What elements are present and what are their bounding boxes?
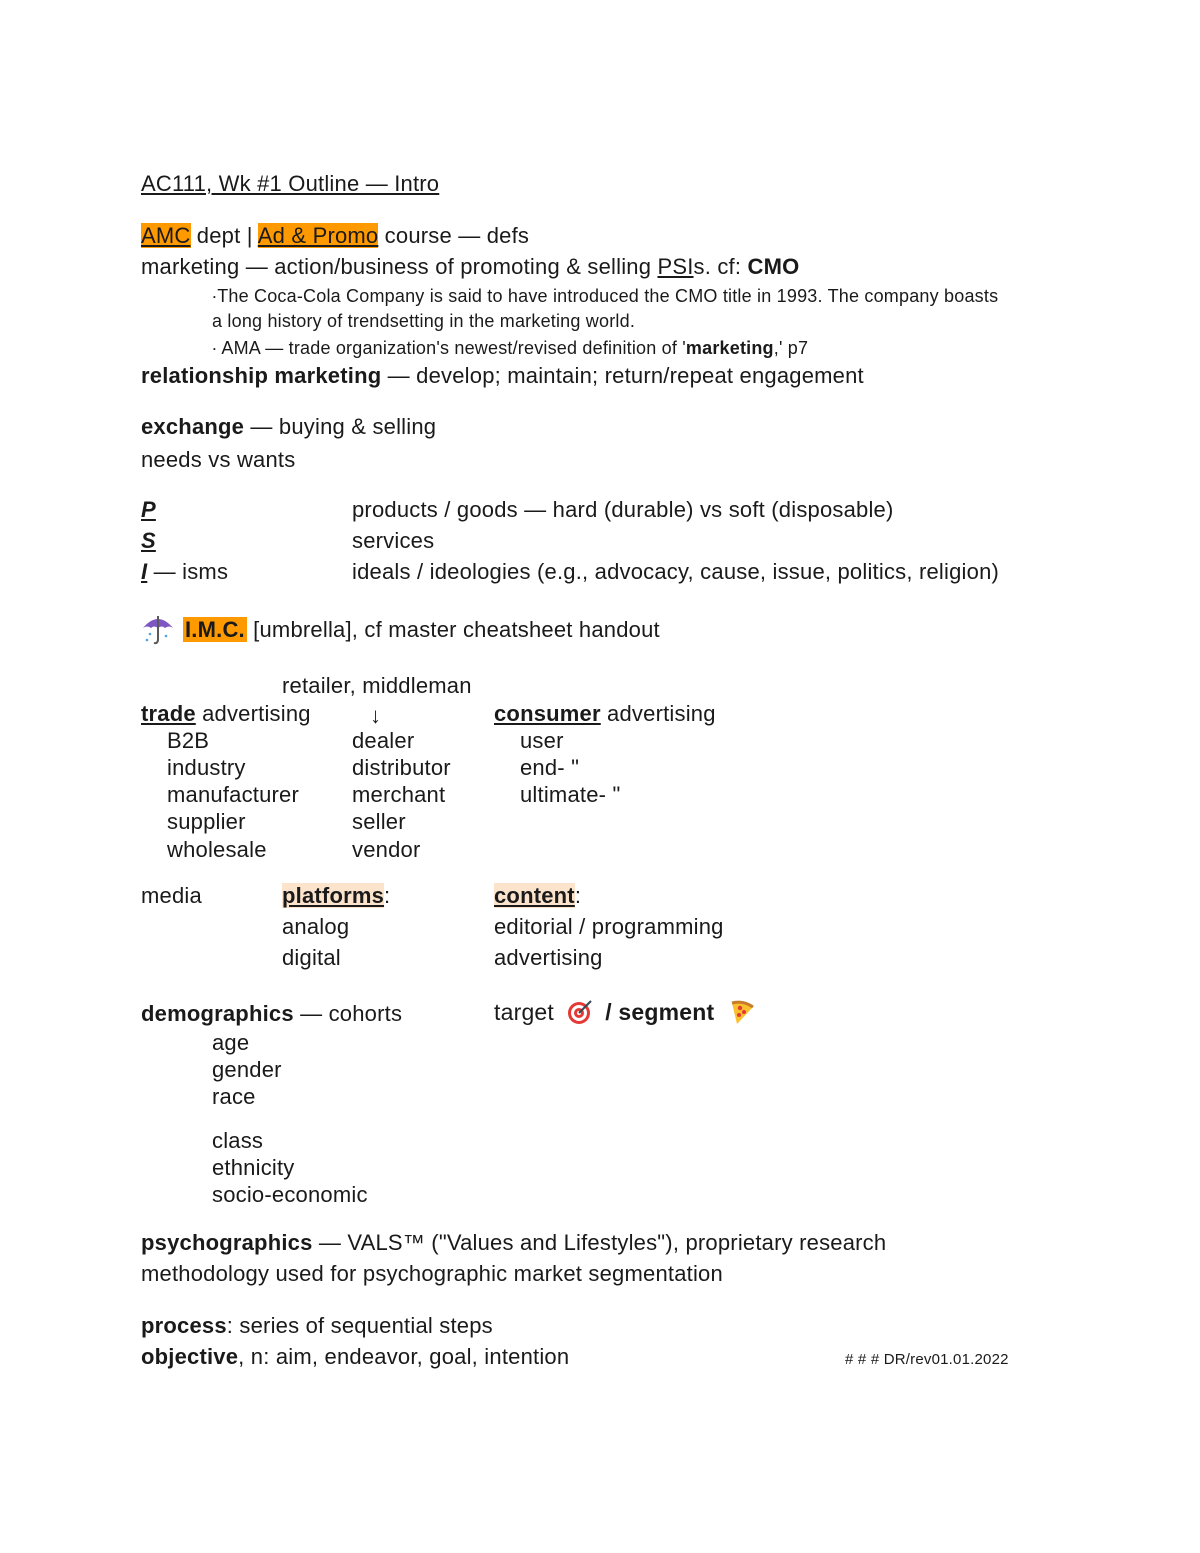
segment-label: / segment	[598, 999, 715, 1025]
list-item: industry	[167, 755, 246, 780]
list-item: editorial / programming	[494, 914, 724, 939]
letter-i-suffix: — isms	[147, 559, 229, 584]
footer-revision: # # # DR/rev01.01.2022	[845, 1351, 1009, 1368]
bullet-ama	[212, 336, 808, 360]
psi-letter-p	[141, 496, 156, 524]
psi-desc-p: products / goods — hard (durable) vs soft (disposable)	[352, 497, 894, 522]
ama-pre: ∙ AMA — trade organization's newest/revised definition of '	[212, 338, 686, 358]
bullet-coca-cola-1: ∙The Coca-Cola Company is said to have introduced the CMO title in 1993. The company boasts	[212, 286, 999, 306]
cmo-term: CMO	[747, 254, 800, 279]
imc-line	[183, 616, 660, 644]
ama-post: ,' p7	[773, 338, 809, 358]
retailer-label: retailer, middleman	[282, 673, 472, 698]
list-item: ultimate- "	[520, 782, 621, 807]
ad-promo-highlight: Ad & Promo	[257, 223, 379, 248]
list-item: dealer	[352, 728, 415, 753]
psychographics-term: psychographics	[141, 1230, 313, 1255]
dept-text: dept |	[190, 223, 258, 248]
list-item: age	[212, 1030, 250, 1055]
relationship-line	[141, 362, 864, 390]
content-colon: :	[574, 883, 582, 908]
psi-desc-i: ideals / ideologies (e.g., advocacy, cause, issue, politics, religion)	[352, 559, 1000, 584]
list-item: B2B	[167, 728, 210, 753]
marketing-cf: s. cf:	[693, 254, 748, 279]
trade-term: trade	[141, 701, 196, 726]
marketing-term: marketing	[141, 254, 240, 279]
list-item: distributor	[352, 755, 451, 780]
platforms-colon: :	[384, 883, 391, 908]
list-item: end- "	[520, 755, 580, 780]
demographics-term: demographics	[141, 1001, 294, 1026]
down-arrow-icon: ↓	[370, 703, 382, 728]
bullet-coca-cola-2: a long history of trendsetting in the marketing world.	[212, 311, 636, 331]
consumer-rest: advertising	[600, 701, 716, 726]
marketing-line	[141, 253, 799, 281]
course-text: course — defs	[378, 223, 530, 248]
target-segment-line	[494, 998, 755, 1026]
list-item: advertising	[494, 945, 603, 970]
letter-i: I	[141, 559, 148, 584]
pizza-slice-icon	[729, 999, 755, 1025]
process-line	[141, 1312, 493, 1340]
list-item: socio-economic	[212, 1182, 368, 1207]
trade-header	[141, 700, 311, 728]
exchange-line	[141, 413, 436, 441]
needs-line: needs vs wants	[141, 447, 296, 472]
trade-rest: advertising	[195, 701, 311, 726]
consumer-term: consumer	[494, 701, 601, 726]
content-term: content	[494, 883, 575, 908]
exchange-term: exchange	[141, 414, 245, 439]
consumer-header	[494, 700, 716, 728]
psi-abbrev: PSI	[657, 254, 694, 279]
page-title: AC111, Wk #1 Outline — Intro	[141, 171, 440, 196]
target-label: target	[494, 999, 555, 1025]
list-item: vendor	[352, 837, 421, 862]
process-term: process	[141, 1313, 227, 1338]
imc-label: I.M.C.	[185, 617, 245, 642]
list-item: class	[212, 1128, 264, 1153]
psychographics-def: — VALS™ ("Values and Lifestyles"), proprietary research	[312, 1230, 887, 1255]
psychographics-line-2: methodology used for psychographic market segmentation	[141, 1261, 723, 1286]
list-item: manufacturer	[167, 782, 300, 807]
list-item: digital	[282, 945, 341, 970]
amc-highlight: AMC	[141, 223, 191, 248]
objective-term: objective	[141, 1344, 239, 1369]
demographics-line	[141, 1000, 402, 1028]
exchange-def: — buying & selling	[244, 414, 437, 439]
demographics-def: — cohorts	[293, 1001, 403, 1026]
letter-p: P	[141, 497, 156, 522]
list-item: seller	[352, 809, 406, 834]
list-item: ethnicity	[212, 1155, 295, 1180]
ama-bold: marketing	[685, 338, 774, 358]
psychographics-line-1	[141, 1229, 886, 1257]
psi-letter-s	[141, 527, 156, 555]
objective-line	[141, 1343, 569, 1371]
list-item: user	[520, 728, 564, 753]
marketing-def: — action/business of promoting & selling	[239, 254, 658, 279]
relationship-def: — develop; maintain; return/repeat engagement	[381, 363, 864, 388]
umbrella-icon	[141, 612, 175, 651]
list-item: wholesale	[167, 837, 267, 862]
psi-desc-s: services	[352, 528, 435, 553]
content-header	[494, 882, 581, 910]
list-item: race	[212, 1084, 256, 1109]
list-item: analog	[282, 914, 350, 939]
imc-rest: [umbrella], cf master cheatsheet handout	[246, 617, 660, 642]
media-label: media	[141, 883, 202, 908]
objective-def: , n: aim, endeavor, goal, intention	[238, 1344, 570, 1369]
list-item: supplier	[167, 809, 246, 834]
platforms-header	[282, 882, 390, 910]
process-def: : series of sequential steps	[226, 1313, 493, 1338]
list-item: gender	[212, 1057, 282, 1082]
relationship-term: relationship marketing	[141, 363, 382, 388]
platforms-term: platforms	[282, 883, 385, 908]
line-defs	[141, 222, 529, 250]
list-item: merchant	[352, 782, 446, 807]
psi-letter-i	[141, 558, 228, 586]
target-icon	[567, 999, 593, 1025]
letter-s: S	[141, 528, 156, 553]
